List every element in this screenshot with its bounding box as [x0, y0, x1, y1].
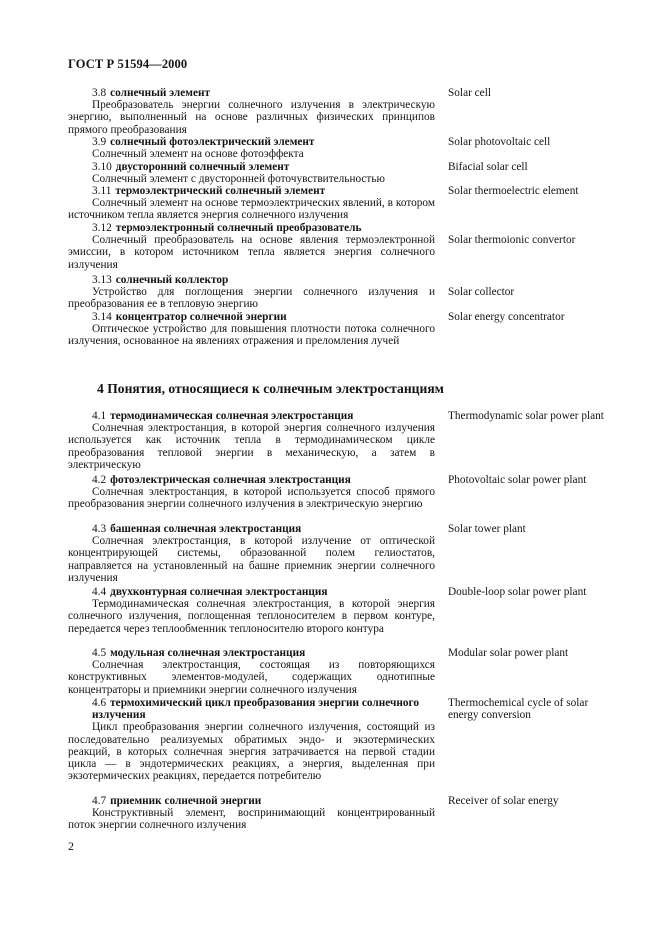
- term-english: Thermochemical cycle of solar energy conversion: [448, 697, 589, 722]
- term-english: Bifacial solar cell: [448, 161, 528, 173]
- term-entry: [68, 274, 611, 311]
- term-english: Solar thermoionic convertor: [448, 234, 576, 246]
- term-english: Double-loop solar power plant: [448, 586, 587, 598]
- term-number: 3.8: [92, 87, 107, 99]
- term-number: 4.3: [92, 523, 107, 535]
- term-definition: Солнечная электростанция, в которой используется способ прямого преобразования энергии солнечного излучения в электрическую энергию: [68, 486, 435, 511]
- term-number: 3.9: [92, 136, 107, 148]
- term-entry: [68, 523, 611, 584]
- term-entry: [68, 311, 611, 348]
- term-name: концентратор солнечной энергии: [115, 311, 287, 323]
- term-name: модульная солнечная электростанция: [110, 647, 306, 659]
- term-number: 3.10: [92, 161, 112, 173]
- term-name: солнечный элемент: [110, 87, 211, 99]
- term-entry: [68, 136, 611, 160]
- page-number: 2: [68, 839, 74, 853]
- term-number: 4.1: [92, 410, 107, 422]
- term-english: Modular solar power plant: [448, 647, 569, 659]
- term-entry: [68, 697, 611, 782]
- term-name: двусторонний солнечный элемент: [115, 161, 290, 173]
- term-definition: Солнечный элемент на основе фотоэффекта: [92, 148, 304, 161]
- term-number: 3.11: [92, 185, 112, 197]
- term-definition: Солнечная электростанция, состоящая из повторяющихся конструктивных элементов-модулей, содержащих однотипные концентраторы и приемники энергии солнечного излучения: [68, 659, 435, 696]
- term-entry: [68, 410, 611, 471]
- term-entry: [68, 161, 611, 185]
- term-name: солнечный коллектор: [115, 274, 229, 286]
- term-entry: [68, 586, 611, 635]
- term-number: 3.13: [92, 274, 112, 286]
- term-number: 4.5: [92, 647, 107, 659]
- section-title: 4 Понятия, относящиеся к солнечным электростанциям: [97, 381, 444, 396]
- term-definition: Цикл преобразования энергии солнечного излучения, состоящий из последовательно реализуемых обратимых эндо- и экзотермических реакций, в которых солнечная энергия затрачивается на первой стадии цикла — в эндотермических реакциях, а энергия, выделенная при экзотермических реакциях, передается потребителю: [68, 721, 435, 783]
- term-english: Solar cell: [448, 87, 491, 99]
- term-number: 4.6: [92, 697, 107, 709]
- term-english: Solar collector: [448, 286, 515, 298]
- term-entry: [68, 87, 611, 136]
- page-header: ГОСТ Р 51594—2000: [68, 57, 188, 71]
- term-entry: [68, 185, 611, 222]
- term-name: фотоэлектрическая солнечная электростанция: [110, 474, 351, 486]
- term-entry: [68, 222, 611, 271]
- term-entry: [68, 795, 611, 832]
- term-definition: Солнечная электростанция, в которой энергия солнечного излучения используется как источник тепла в термодинамическом цикле преобразования тепловой энергии в механическую, а затем в электрическую: [68, 422, 435, 471]
- term-definition: Преобразователь энергии солнечного излучения в электрическую энергию, выполненный на основе различных физических принципов прямого преобразования: [68, 99, 435, 136]
- term-name: башенная солнечная электростанция: [110, 523, 302, 535]
- term-english: Photovoltaic solar power plant: [448, 474, 587, 486]
- term-english: Receiver of solar energy: [448, 795, 559, 807]
- term-definition: Солнечный элемент с двусторонней фоточувствительностью: [92, 173, 385, 186]
- term-entry: [68, 647, 611, 696]
- term-number: 3.12: [92, 222, 112, 234]
- term-number: 4.4: [92, 586, 107, 598]
- term-name: двухконтурная солнечная электростанция: [110, 586, 328, 598]
- term-definition: Термодинамическая солнечная электростанция, в которой энергия солнечного излучения, поглощенная теплоносителем в первом контуре, передается через теплообменник теплоносителю второго контура: [68, 598, 435, 635]
- term-definition: Солнечный преобразователь на основе явления термоэлектронной эмиссии, в котором источником тепла является энергия солнечного излучения: [68, 234, 435, 271]
- term-english: Thermodynamic solar power plant: [448, 410, 604, 422]
- term-name: термоэлектронный солнечный преобразователь: [115, 222, 362, 234]
- term-name: термоэлектрический солнечный элемент: [115, 185, 326, 197]
- term-definition: Солнечный элемент на основе термоэлектрических явлений, в котором источником тепла является энергия солнечного излучения: [68, 197, 435, 222]
- term-definition: Солнечная электростанция, в которой излучение от оптической концентрирующей системы, образованной полем гелиостатов, направляется на установленный на башне приемник энергии солнечного излучения: [68, 535, 435, 584]
- term-number: 4.2: [92, 474, 107, 486]
- term-number: 4.7: [92, 795, 107, 807]
- term-english: Solar thermoelectric element: [448, 185, 579, 197]
- term-name: приемник солнечной энергии: [110, 795, 262, 807]
- term-definition: Конструктивный элемент, воспринимающий концентрированный поток энергии солнечного излучения: [68, 807, 435, 832]
- term-name: солнечный фотоэлектрический элемент: [110, 136, 315, 148]
- term-definition: Устройство для поглощения энергии солнечного излучения и преобразования ее в тепловую энергию: [68, 286, 435, 311]
- term-name: термодинамическая солнечная электростанция: [110, 410, 354, 422]
- term-english: Solar photovoltaic cell: [448, 136, 551, 148]
- term-number: 3.14: [92, 311, 112, 323]
- term-definition: Оптическое устройство для повышения плотности потока солнечного излучения, основанное на явлениях отражения и преломления лучей: [68, 323, 435, 348]
- term-name: термохимический цикл преобразования энергии солнечного излучения: [92, 697, 420, 722]
- term-english: Solar tower plant: [448, 523, 526, 535]
- term-entry: [68, 474, 611, 511]
- term-english: Solar energy concentrator: [448, 311, 565, 323]
